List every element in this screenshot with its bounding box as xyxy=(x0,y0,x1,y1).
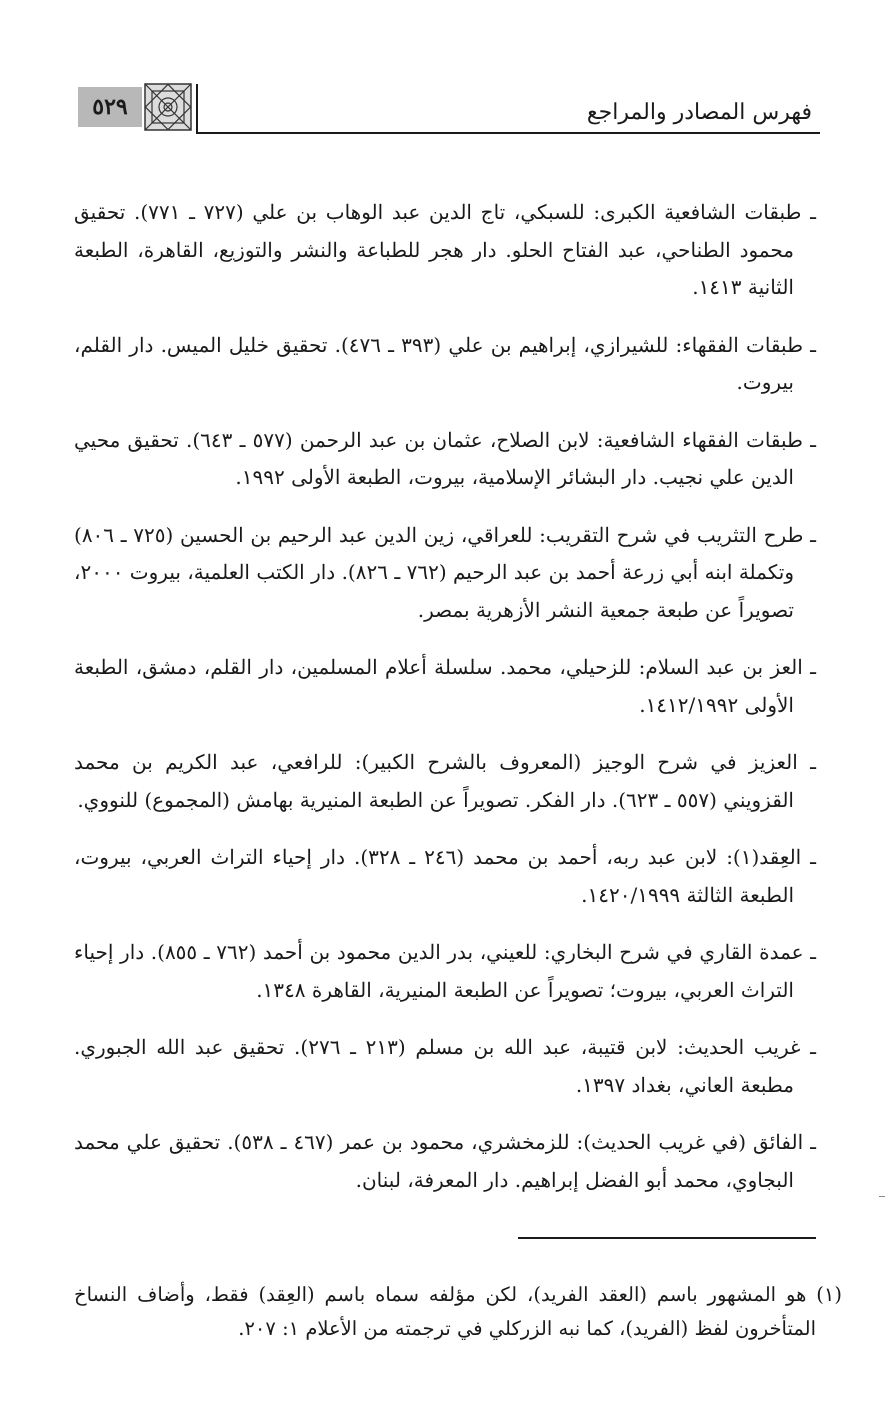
bibliography-list xyxy=(74,174,816,1199)
bibliography-entry: ـ العزيز في شرح الوجيز (المعروف بالشرح الكبير): للرافعي، عبد الكريم بن محمد القزويني (٥٥٧ ـ ٦٢٣). دار الفكر. تصويراً عن الطبعة المنيرية بهامش (المجموع) للنووي. xyxy=(74,750,816,812)
ornament-icon xyxy=(144,83,192,131)
bibliography-entry: ـ غريب الحديث: لابن قتيبة، عبد الله بن مسلم (٢١٣ ـ ٢٧٦). تحقيق عبد الله الجبوري. مطبعة العاني، بغداد ١٣٩٧. xyxy=(74,1035,817,1097)
bibliography-entry: ـ طرح التثريب في شرح التقريب: للعراقي، زين الدين عبد الرحيم بن الحسين (٧٢٥ ـ ٨٠٦) وتكملة ابنه أبي زرعة أحمد بن عبد الرحيم (٧٦٢ ـ ٨٢٦). دار الكتب العلمية، بيروت ٢٠٠٠، تصويراً عن طبعة جمعية النشر الأزهرية بمصر. xyxy=(74,522,816,622)
header-divider xyxy=(196,84,198,134)
page-number-box xyxy=(78,82,194,132)
bibliography-entry: ـ العز بن عبد السلام: للزحيلي، محمد. سلسلة أعلام المسلمين، دار القلم، دمشق، الطبعة الأولى ١٤١٢/١٩٩٢. xyxy=(74,655,816,717)
bibliography-entry: ـ طبقات الشافعية الكبرى: للسبكي، تاج الدين عبد الوهاب بن علي (٧٢٧ ـ ٧٧١). تحقيق محمود الطناحي، عبد الفتاح الحلو. دار هجر للطباعة والنشر والتوزيع، القاهرة، الطبعة الثانية ١٤١٣. xyxy=(74,200,816,299)
margin-mark xyxy=(879,1196,885,1197)
page-header xyxy=(78,78,820,136)
footnote: (١) هو المشهور باسم (العقد الفريد)، لكن مؤلفه سماه باسم (العِقد) فقط، وأضاف النساخ المتأخرون لفظ (الفريد)، كما نبه الزركلي في ترجمته من الأعلام ١: ٢٠٧. xyxy=(74,1282,842,1340)
header-rule xyxy=(196,132,820,134)
footnote-rule xyxy=(518,1237,816,1239)
bibliography-entry: ـ طبقات الفقهاء: للشيرازي، إبراهيم بن علي (٣٩٣ ـ ٤٧٦). تحقيق خليل الميس. دار القلم، بيروت. xyxy=(74,332,816,394)
bibliography-entry: ـ العِقد(١): لابن عبد ربه، أحمد بن محمد (٢٤٦ ـ ٣٢٨). دار إحياء التراث العربي، بيروت، الطبعة الثالثة ١٤٢٠/١٩٩٩. xyxy=(74,845,817,907)
page-number: ٥٢٩ xyxy=(78,87,142,127)
running-title: فهرس المصادر والمراجع xyxy=(586,100,812,125)
bibliography-entry: ـ طبقات الفقهاء الشافعية: لابن الصلاح، عثمان بن عبد الرحمن (٥٧٧ ـ ٦٤٣). تحقيق محيي الدين علي نجيب. دار البشائر الإسلامية، بيروت، الطبعة الأولى ١٩٩٢. xyxy=(74,427,817,489)
bibliography-entry: ـ عمدة القاري في شرح البخاري: للعيني، بدر الدين محمود بن أحمد (٧٦٢ ـ ٨٥٥). دار إحياء التراث العربي، بيروت؛ تصويراً عن الطبعة المنيرية، القاهرة ١٣٤٨. xyxy=(74,940,817,1002)
bibliography-entry: ـ الفائق (في غريب الحديث): للزمخشري، محمود بن عمر (٤٦٧ ـ ٥٣٨). تحقيق علي محمد البجاوي، محمد أبو الفضل إبراهيم. دار المعرفة، لبنان. xyxy=(74,1130,816,1192)
